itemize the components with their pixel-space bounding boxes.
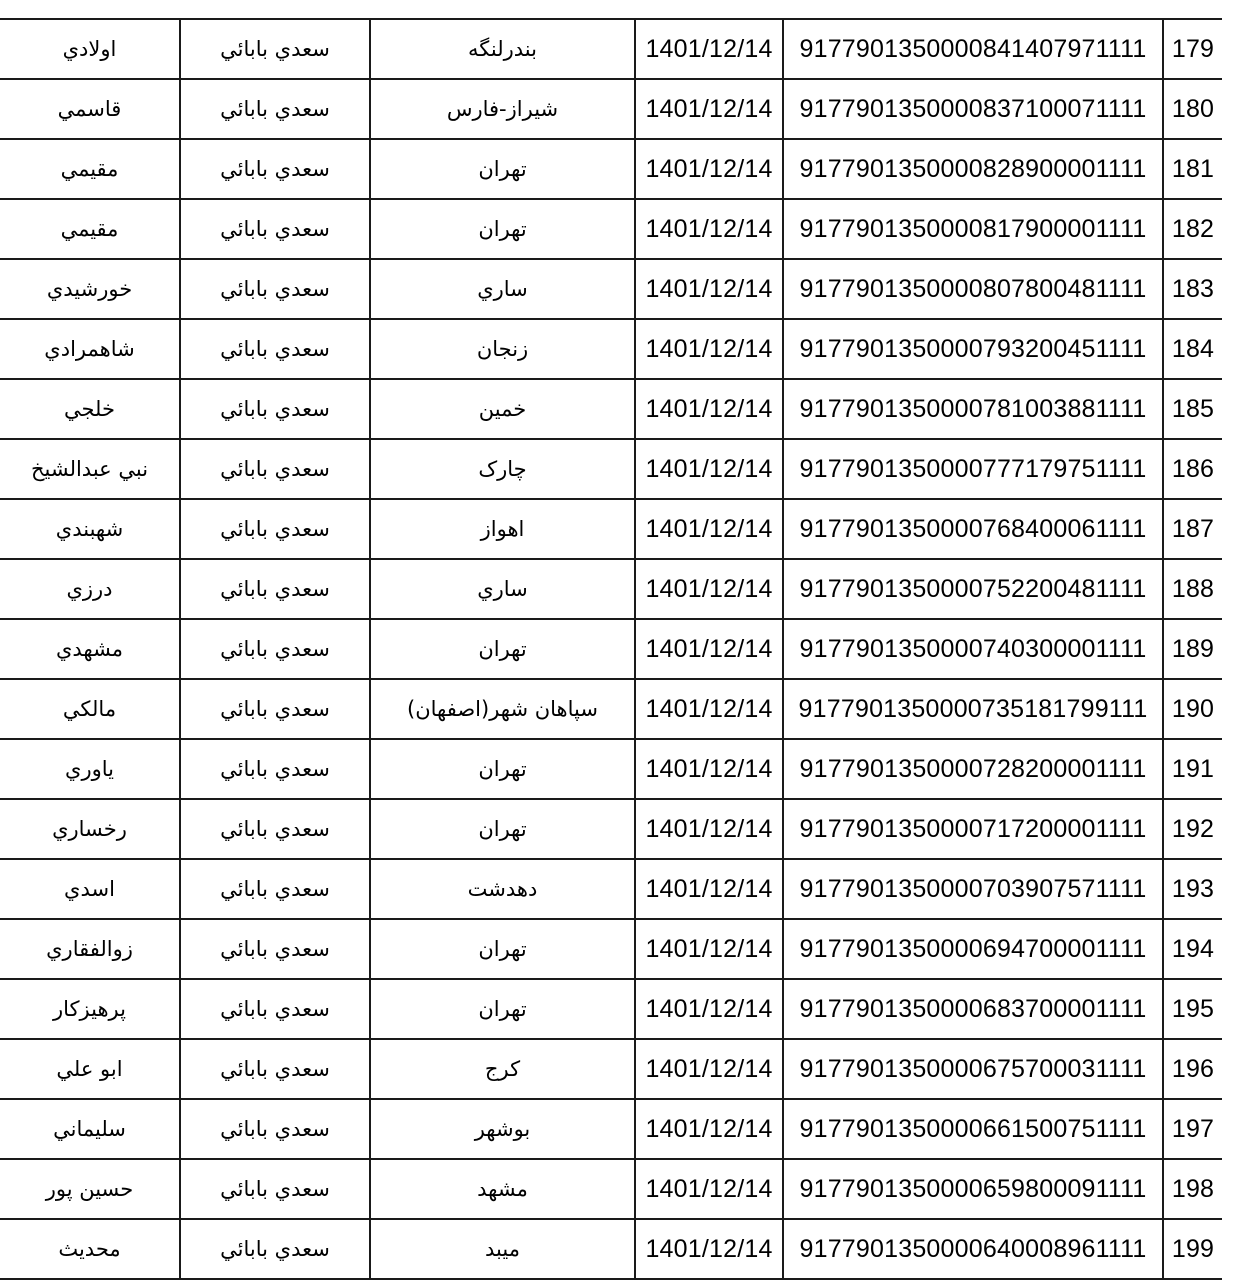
last-name-cell: اولادي — [0, 19, 180, 79]
city-cell: تهران — [370, 979, 635, 1039]
last-name-cell: خورشيدي — [0, 259, 180, 319]
table-row — [0, 739, 1222, 799]
date-cell: 1401/12/14 — [635, 259, 783, 319]
date-cell: 1401/12/14 — [635, 1039, 783, 1099]
agent-name-cell: سعدي بابائي — [180, 679, 370, 739]
date-cell: 1401/12/14 — [635, 799, 783, 859]
date-cell: 1401/12/14 — [635, 1219, 783, 1279]
last-name-cell: قاسمي — [0, 79, 180, 139]
date-cell: 1401/12/14 — [635, 19, 783, 79]
row-number-cell: 190 — [1163, 679, 1222, 739]
agent-name-cell: سعدي بابائي — [180, 859, 370, 919]
last-name-cell: رخساري — [0, 799, 180, 859]
row-number-cell: 196 — [1163, 1039, 1222, 1099]
date-cell: 1401/12/14 — [635, 859, 783, 919]
tracking-code-cell: 9177901350000768400061111 — [783, 499, 1163, 559]
date-cell: 1401/12/14 — [635, 199, 783, 259]
last-name-cell: ياوري — [0, 739, 180, 799]
agent-name-cell: سعدي بابائي — [180, 619, 370, 679]
agent-name-cell: سعدي بابائي — [180, 259, 370, 319]
table-row — [0, 199, 1222, 259]
city-cell: تهران — [370, 739, 635, 799]
tracking-code-cell: 9177901350000837100071111 — [783, 79, 1163, 139]
city-cell: شيراز-فارس — [370, 79, 635, 139]
table-row — [0, 319, 1222, 379]
tracking-code-cell: 9177901350000661500751111 — [783, 1099, 1163, 1159]
tracking-code-cell: 9177901350000640008961111 — [783, 1219, 1163, 1279]
date-cell: 1401/12/14 — [635, 79, 783, 139]
agent-name-cell: سعدي بابائي — [180, 319, 370, 379]
date-cell: 1401/12/14 — [635, 319, 783, 379]
records-table-body — [0, 19, 1222, 1279]
table-row — [0, 79, 1222, 139]
last-name-cell: سليماني — [0, 1099, 180, 1159]
table-row — [0, 799, 1222, 859]
row-number-cell: 183 — [1163, 259, 1222, 319]
table-row — [0, 139, 1222, 199]
records-sheet — [0, 18, 1222, 1280]
date-cell: 1401/12/14 — [635, 139, 783, 199]
agent-name-cell: سعدي بابائي — [180, 139, 370, 199]
city-cell: خمين — [370, 379, 635, 439]
date-cell: 1401/12/14 — [635, 739, 783, 799]
records-table — [0, 18, 1222, 1280]
agent-name-cell: سعدي بابائي — [180, 439, 370, 499]
row-number-cell: 193 — [1163, 859, 1222, 919]
date-cell: 1401/12/14 — [635, 679, 783, 739]
city-cell: اهواز — [370, 499, 635, 559]
tracking-code-cell: 9177901350000781003881111 — [783, 379, 1163, 439]
tracking-code-cell: 9177901350000683700001111 — [783, 979, 1163, 1039]
tracking-code-cell: 9177901350000694700001111 — [783, 919, 1163, 979]
date-cell: 1401/12/14 — [635, 619, 783, 679]
city-cell: چارک — [370, 439, 635, 499]
table-row — [0, 679, 1222, 739]
agent-name-cell: سعدي بابائي — [180, 739, 370, 799]
table-row — [0, 439, 1222, 499]
date-cell: 1401/12/14 — [635, 379, 783, 439]
last-name-cell: پرهيزكار — [0, 979, 180, 1039]
tracking-code-cell: 9177901350000807800481111 — [783, 259, 1163, 319]
tracking-code-cell: 9177901350000717200001111 — [783, 799, 1163, 859]
last-name-cell: مالكي — [0, 679, 180, 739]
table-row — [0, 919, 1222, 979]
table-row — [0, 559, 1222, 619]
agent-name-cell: سعدي بابائي — [180, 19, 370, 79]
row-number-cell: 182 — [1163, 199, 1222, 259]
row-number-cell: 194 — [1163, 919, 1222, 979]
row-number-cell: 187 — [1163, 499, 1222, 559]
city-cell: تهران — [370, 199, 635, 259]
agent-name-cell: سعدي بابائي — [180, 799, 370, 859]
agent-name-cell: سعدي بابائي — [180, 919, 370, 979]
last-name-cell: ابو علي — [0, 1039, 180, 1099]
last-name-cell: شهبندي — [0, 499, 180, 559]
tracking-code-cell: 9177901350000817900001111 — [783, 199, 1163, 259]
table-row — [0, 499, 1222, 559]
city-cell: بوشهر — [370, 1099, 635, 1159]
city-cell: كرج — [370, 1039, 635, 1099]
last-name-cell: درزي — [0, 559, 180, 619]
row-number-cell: 188 — [1163, 559, 1222, 619]
last-name-cell: مقيمي — [0, 139, 180, 199]
last-name-cell: خلجي — [0, 379, 180, 439]
row-number-cell: 198 — [1163, 1159, 1222, 1219]
table-row — [0, 19, 1222, 79]
agent-name-cell: سعدي بابائي — [180, 979, 370, 1039]
tracking-code-cell: 9177901350000735181799111 — [783, 679, 1163, 739]
city-cell: ميبد — [370, 1219, 635, 1279]
date-cell: 1401/12/14 — [635, 559, 783, 619]
table-row — [0, 259, 1222, 319]
city-cell: زنجان — [370, 319, 635, 379]
tracking-code-cell: 9177901350000828900001111 — [783, 139, 1163, 199]
row-number-cell: 179 — [1163, 19, 1222, 79]
city-cell: تهران — [370, 619, 635, 679]
agent-name-cell: سعدي بابائي — [180, 1099, 370, 1159]
row-number-cell: 185 — [1163, 379, 1222, 439]
tracking-code-cell: 9177901350000728200001111 — [783, 739, 1163, 799]
last-name-cell: مقيمي — [0, 199, 180, 259]
tracking-code-cell: 9177901350000703907571111 — [783, 859, 1163, 919]
row-number-cell: 192 — [1163, 799, 1222, 859]
row-number-cell: 186 — [1163, 439, 1222, 499]
last-name-cell: مشهدي — [0, 619, 180, 679]
agent-name-cell: سعدي بابائي — [180, 199, 370, 259]
date-cell: 1401/12/14 — [635, 1159, 783, 1219]
table-row — [0, 619, 1222, 679]
city-cell: ساري — [370, 559, 635, 619]
city-cell: دهدشت — [370, 859, 635, 919]
table-row — [0, 1099, 1222, 1159]
tracking-code-cell: 9177901350000777179751111 — [783, 439, 1163, 499]
last-name-cell: محديث — [0, 1219, 180, 1279]
city-cell: تهران — [370, 139, 635, 199]
table-row — [0, 859, 1222, 919]
row-number-cell: 181 — [1163, 139, 1222, 199]
row-number-cell: 180 — [1163, 79, 1222, 139]
last-name-cell: نبي عبدالشيخ — [0, 439, 180, 499]
agent-name-cell: سعدي بابائي — [180, 1039, 370, 1099]
row-number-cell: 197 — [1163, 1099, 1222, 1159]
city-cell: مشهد — [370, 1159, 635, 1219]
row-number-cell: 191 — [1163, 739, 1222, 799]
date-cell: 1401/12/14 — [635, 979, 783, 1039]
date-cell: 1401/12/14 — [635, 1099, 783, 1159]
date-cell: 1401/12/14 — [635, 439, 783, 499]
city-cell: سپاهان شهر(اصفهان) — [370, 679, 635, 739]
tracking-code-cell: 9177901350000740300001111 — [783, 619, 1163, 679]
table-row — [0, 1219, 1222, 1279]
tracking-code-cell: 9177901350000659800091111 — [783, 1159, 1163, 1219]
table-row — [0, 979, 1222, 1039]
city-cell: تهران — [370, 799, 635, 859]
tracking-code-cell: 9177901350000793200451111 — [783, 319, 1163, 379]
date-cell: 1401/12/14 — [635, 499, 783, 559]
table-row — [0, 1039, 1222, 1099]
row-number-cell: 184 — [1163, 319, 1222, 379]
row-number-cell: 189 — [1163, 619, 1222, 679]
agent-name-cell: سعدي بابائي — [180, 1159, 370, 1219]
table-row — [0, 1159, 1222, 1219]
agent-name-cell: سعدي بابائي — [180, 379, 370, 439]
row-number-cell: 195 — [1163, 979, 1222, 1039]
tracking-code-cell: 9177901350000841407971111 — [783, 19, 1163, 79]
last-name-cell: حسين پور — [0, 1159, 180, 1219]
row-number-cell: 199 — [1163, 1219, 1222, 1279]
agent-name-cell: سعدي بابائي — [180, 79, 370, 139]
city-cell: بندرلنگه — [370, 19, 635, 79]
table-row — [0, 379, 1222, 439]
city-cell: تهران — [370, 919, 635, 979]
last-name-cell: شاهمرادي — [0, 319, 180, 379]
tracking-code-cell: 9177901350000675700031111 — [783, 1039, 1163, 1099]
last-name-cell: زوالفقاري — [0, 919, 180, 979]
agent-name-cell: سعدي بابائي — [180, 559, 370, 619]
agent-name-cell: سعدي بابائي — [180, 1219, 370, 1279]
tracking-code-cell: 9177901350000752200481111 — [783, 559, 1163, 619]
city-cell: ساري — [370, 259, 635, 319]
date-cell: 1401/12/14 — [635, 919, 783, 979]
last-name-cell: اسدي — [0, 859, 180, 919]
agent-name-cell: سعدي بابائي — [180, 499, 370, 559]
